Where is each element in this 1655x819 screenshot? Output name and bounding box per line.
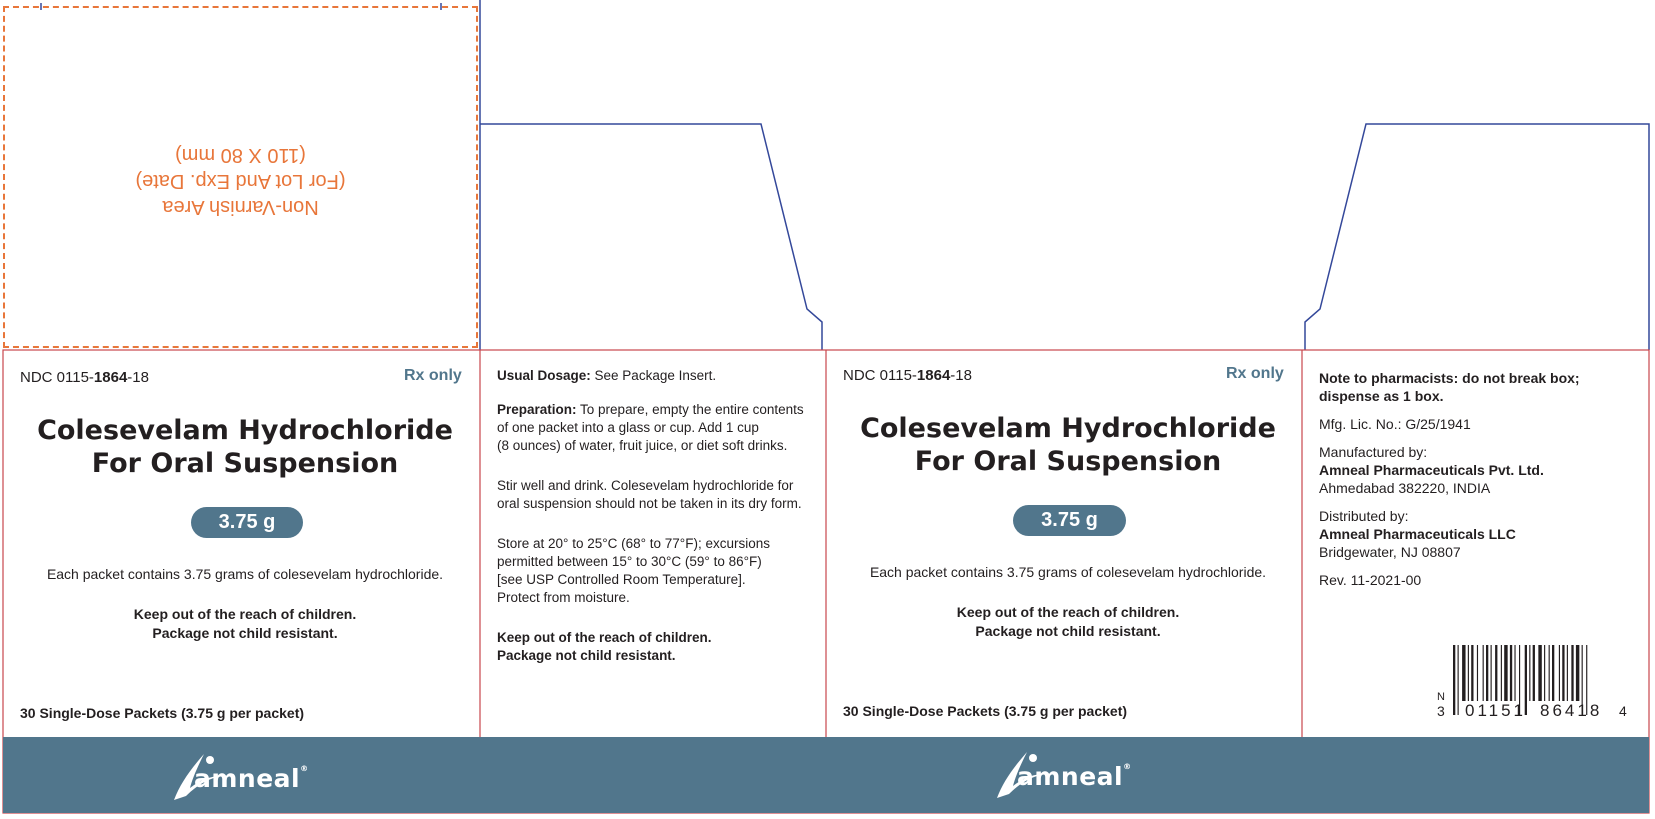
barcode-bar [1559,645,1560,701]
revision: Rev. 11-2021-00 [1319,572,1422,588]
barcode-bar [1529,645,1530,701]
barcode-bar [1462,645,1465,701]
barcode-bar [1477,645,1478,701]
ndc-number: NDC 0115-1864-18 [20,369,149,386]
barcode-bar [1552,645,1554,701]
barcode-bar [1501,645,1502,701]
barcode-bar [1458,645,1459,715]
barcode-bar [1495,645,1497,701]
barcode-bar [1571,645,1573,701]
amneal-wordmark: amneal® [194,764,309,793]
barcode-bar [1486,645,1488,701]
non-varnish-line3: (110 X 80 mm) [175,144,306,166]
side-panel [497,367,817,681]
packet-count: 30 Single-Dose Packets (3.75 g per packet) [20,705,305,721]
ndc-number-2: NDC 0115-1864-18 [843,367,972,384]
packet-contents: Each packet contains 3.75 grams of colesevelam hydrochloride. [46,566,444,582]
strength-badge-2: 3.75 g [1013,505,1126,536]
preparation: Preparation: To prepare, empty the entire contents of one packet into a glass or cup. Add 1 cup (8 ounces) of water, fruit juice, or diet soft drinks. [497,402,804,453]
barcode-bar [1544,645,1545,701]
barcode-n: N [1437,691,1445,703]
usual-dosage: Usual Dosage: See Package Insert. [497,368,717,383]
non-varnish-text [5,142,476,220]
barcode-last-digit: 4 [1619,703,1627,719]
barcode-bar [1533,645,1535,701]
rx-only-2: Rx only [1226,365,1284,382]
barcode-bar [1514,645,1515,701]
strength-badge: 3.75 g [191,507,303,538]
amneal-logo-2 [989,744,1149,804]
amneal-logo [166,746,326,806]
pharmacist-note: Note to pharmacists: do not break box; dispense as 1 box. [1319,370,1580,404]
barcode-bar [1549,645,1550,701]
non-varnish-area [3,6,478,348]
barcode-bar [1468,645,1469,701]
barcode-bar [1483,645,1484,701]
barcode-bar [1510,645,1512,701]
barcode-bar [1576,645,1579,701]
barcode-bar [1562,645,1564,701]
barcode-bar [1471,645,1473,701]
distributor-block: Distributed by: Amneal Pharmaceuticals LLC Bridgewater, NJ 08807 [1319,508,1516,560]
mfg-license: Mfg. Lic. No.: G/25/1941 [1319,416,1471,432]
barcode-bar [1504,645,1507,701]
barcode-first-digit: 3 [1437,703,1445,719]
non-varnish-line1: Non-Varnish Area [162,196,319,218]
packet-count-2: 30 Single-Dose Packets (3.75 g per packet) [843,703,1128,719]
upc-barcode [1437,645,1629,720]
non-varnish-line2: (For Lot And Exp. Date) [135,170,346,192]
child-warning-2: Keep out of the reach of children. Package not child resistant. [956,604,1180,639]
amneal-wordmark: amneal® [1017,762,1132,791]
rx-only: Rx only [404,367,462,384]
manufacturer-block: Manufactured by: Amneal Pharmaceuticals Pvt. Ltd. Ahmedabad 382220, INDIA [1319,444,1544,496]
side-child-warning: Keep out of the reach of children. Package not child resistant. [497,630,712,663]
barcode-bar [1538,645,1541,701]
packet-contents-2: Each packet contains 3.75 grams of colesevelam hydrochloride. [869,564,1267,580]
storage-instructions: Store at 20° to 25°C (68° to 77°F); excursions permitted between 15° to 30°C (59° to 86°F) [see USP Controlled Room Temperature]. Protect from moisture. [497,536,770,605]
barcode-bar [1567,645,1568,701]
product-title: Colesevelam Hydrochloride For Oral Suspension [37,415,453,479]
barcode-group1: 01151 [1465,701,1527,720]
product-title-2: Colesevelam Hydrochloride For Oral Suspension [860,413,1276,477]
barcode-group2: 86418 [1540,701,1603,720]
barcode-bar [1491,645,1492,701]
barcode-bar [1453,645,1455,715]
right-panel [1319,369,1639,599]
stir-instructions: Stir well and drink. Colesevelam hydrochloride for oral suspension should not be taken in its dry form. [497,478,802,511]
child-warning: Keep out of the reach of children. Package not child resistant. [133,606,357,641]
